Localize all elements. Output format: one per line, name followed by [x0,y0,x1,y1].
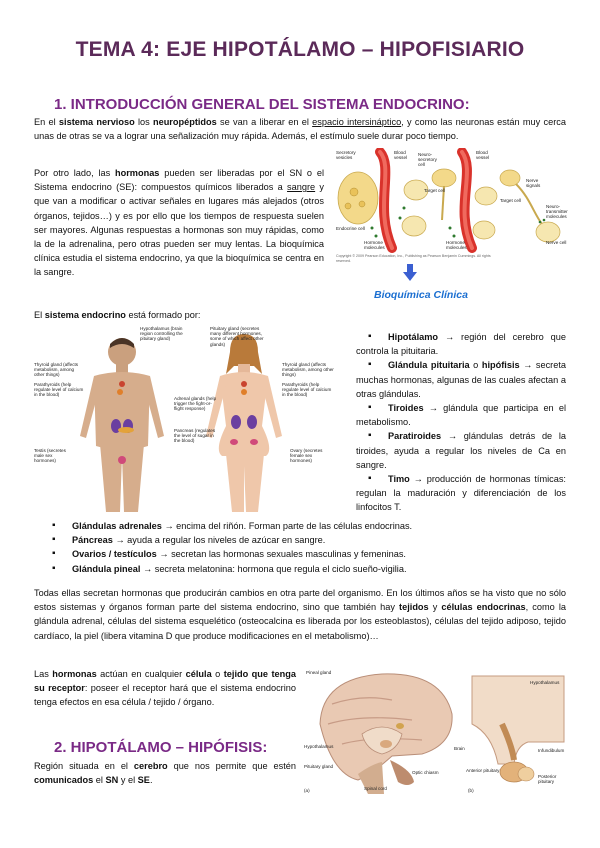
fig-label: Infundibulum [538,748,565,753]
cell-signaling-figure [334,148,570,264]
fig-label: Parathyroids (help regulate level of calcium in the blood) [282,382,332,398]
fig-label: Hypothalamus (brain region controlling the pituitary gland) [140,326,183,342]
list-item: ▪ Glándula pituitaria o hipófisis → secreta muchas hormonas, algunas de las cuales afectan a otras glándulas. [356,358,566,401]
fig-label: Neuro-secretory cell [418,152,437,168]
fig-label: Anterior pituitary [466,768,500,773]
fig-label: (a) [304,788,310,793]
fig-label: Endocrine cell [336,226,365,231]
fig-label: Blood vessel [476,150,490,161]
body-diagram [34,326,334,512]
fig-label: Spinal cord [364,786,387,791]
list-item: ▪ Timo → producción de hormonas tímicas: regulan la maduración y diferenciación de los linfocitos T. [356,472,566,515]
fig-label: Optic chiasm [412,770,439,775]
endocrine-intro: El sistema endocrino está formado por: [34,310,201,320]
fig-label: Pituitary gland (secretes many different hormones, some of which affect other glands) [210,326,264,347]
fig-label: Pancreas (regulates the level of sugar in the blood) [174,428,216,444]
fig-label: Blood vessel [394,150,408,161]
endocrine-body-figure [34,326,334,512]
glands-list-right [356,330,566,515]
receptor-paragraph: Las hormonas actúan en cualquier célula o tejido que tenga su receptor: poseer el receptor hará que el sistema endocrino tenga efectos en esa célula / tejido / órgano. [34,669,296,708]
fig-label: Nerve signals [526,178,541,189]
fig-label: Hormone molecules [364,240,385,251]
fig-label: Adrenal glands (help trigger the fight-or-flight response) [174,396,217,412]
list-item: ▪ Páncreas → ayuda a regular los niveles de azúcar en sangre. [72,533,566,547]
fig-label: Hormone molecules [446,240,467,251]
fig-label: Target cell [424,188,445,193]
list-item: ▪ Glándula pineal → secreta melatonina: hormona que regula el ciclo sueño-vigilia. [72,562,566,576]
fig-label: Thyroid gland (affects metabolism, among other things) [34,362,79,378]
fig-label: (b) [468,788,474,793]
brain-figure [302,664,568,798]
list-item: ▪ Hipotálamo → región del cerebro que controla la pituitaria. [356,330,566,358]
arrow-down-icon [403,264,417,282]
hypothalamus-paragraph: Región situada en el cerebro que nos permite que estén comunicados el SN y el SE. [34,761,296,786]
fig-label: Posterior pituitary [538,774,557,785]
hormones-paragraph: Por otro lado, las hormonas pueden ser liberadas por el SN o el Sistema endocrino (SE): compuestos químicos liberados a sangre y que van a modificar o activar señales en lugares más alejados (otros órganos, tejidos…) y es por ello que los tiempos de respuesta suelen ser mayores. Algunas respuestas a hormonas son muy rápidas, como la de la adrenalina, pero otras pueden ser muy lentas. La bioquímica clínica estudia el sistema endocrino, ya que la bioquímica se centra en la sangre. [34,168,325,278]
list-item: ▪ Glándulas adrenales → encima del riñón. Forman parte de las células endocrinas. [72,519,566,533]
fig-label: Hypothalamus [304,744,334,749]
fig-label: Brain [454,746,465,751]
fig-label: Parathyroids (help regulate level of calcium in the blood) [34,382,84,398]
fig-label: Nerve cell [546,240,567,245]
intro-paragraph: En el sistema nervioso los neuropéptidos se van a liberar en el espacio intersináptico, y como las neuronas están muy cerca unas de otras se va a lograr una señalización muy rápida. Además, el estímulo suele durar poco tiempo. [34,117,566,142]
section2-heading: 2. HIPOTÁLAMO – HIPÓFISIS: [54,739,268,756]
fig-label: Hypothalamus [530,680,560,685]
list-item: ▪ Tiroides → glándula que participa en el metabolismo. [356,401,566,429]
glands-list-full [72,519,566,576]
fig-copyright: Copyright © 2009 Pearson Education, Inc., Publishing as Pearson Benjamin Cummings. All rights reserved. [336,254,491,264]
fig-label: Pituitary gland [304,764,334,769]
fig-label: Thyroid gland (affects metabolism, among other things) [282,362,334,378]
fig-label: Secretory vesicles [336,150,356,161]
fig-label: Target cell [500,198,521,203]
endocrine-tissues-paragraph: Todas ellas secretan hormonas que producirán cambios en otra parte del organismo. En los últimos años se ha visto que no sólo estos sistemas y órganos forman parte del sistema endocrino, sino que también hay tejidos y células endocrinas, como la glándula adrenal, células del sistema esquelético (osteocalcina es liberada por los esteoblastos), células del tejido adiposo, tejido cardíaco, la piel (libera vitamina D que produce modificaciones en el metabolismo)… [34,588,566,641]
page-title: TEMA 4: EJE HIPOTÁLAMO – HIPOFISIARIO [75,38,525,61]
fig-label: Neuro-transmitter molecules [546,204,568,220]
fig-label: Pineal gland [306,670,332,675]
brain-diagram [302,664,568,798]
list-item: ▪ Ovarios / testículos → secretan las hormonas sexuales masculinas y femeninas. [72,547,566,561]
list-item: ▪ Paratiroides → glándulas detrás de la tiroides, ayuda a regular los niveles de Ca en sangre. [356,429,566,472]
fig-label: Ovary (secretes female sex hormones) [290,448,323,464]
biochem-caption: Bioquímica Clínica [374,289,468,301]
section1-heading: 1. INTRODUCCIÓN GENERAL DEL SISTEMA ENDOCRINO: [54,96,470,113]
fig-label: Testis (secretes male sex hormones) [34,448,66,464]
